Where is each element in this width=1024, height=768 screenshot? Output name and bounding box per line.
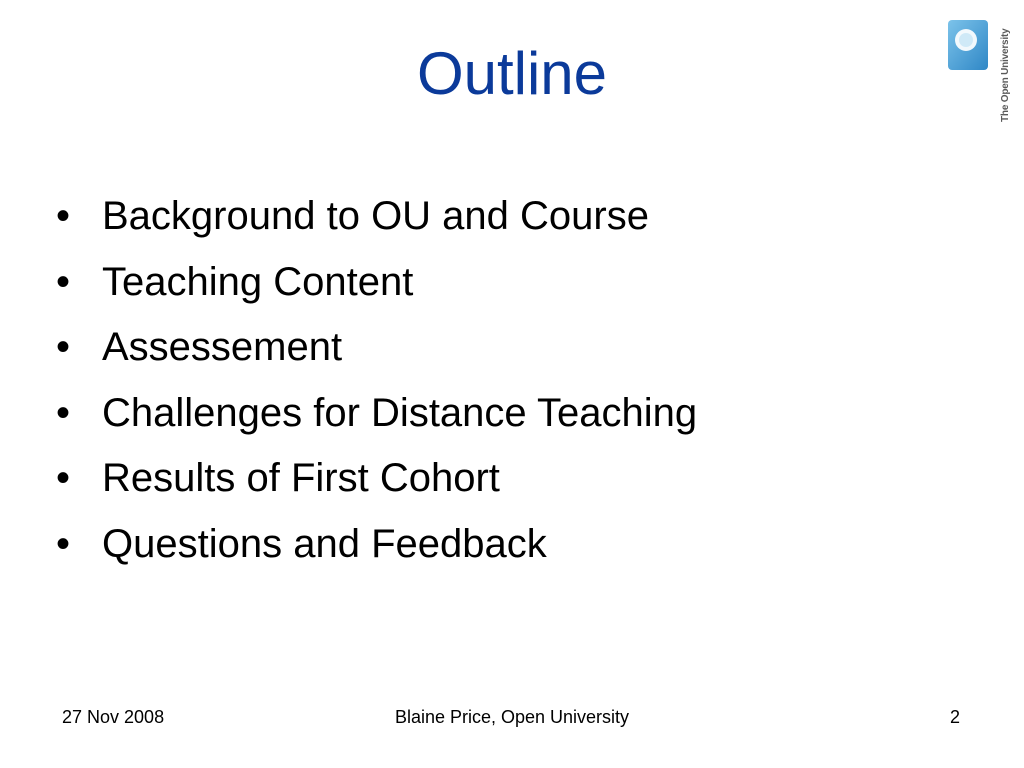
open-university-logo-text: The Open University <box>1000 28 1011 122</box>
bullet-marker: • <box>56 521 71 566</box>
footer-author: Blaine Price, Open University <box>394 707 630 727</box>
slide-title: Outline <box>416 40 608 107</box>
bullet-text: Assessement <box>102 325 343 370</box>
bullet-marker: • <box>56 325 71 370</box>
page-number: 2 <box>950 707 961 727</box>
bullet-text: Teaching Content <box>102 259 414 304</box>
bullet-marker: • <box>56 390 71 435</box>
footer-date: 27 Nov 2008 <box>62 707 165 727</box>
bullet-text: Challenges for Distance Teaching <box>102 390 698 435</box>
bullet-text: Background to OU and Course <box>102 194 649 238</box>
bullet-marker: • <box>56 259 71 304</box>
bullet-marker: • <box>56 456 71 501</box>
bullet-text: Results of First Cohort <box>102 456 500 501</box>
bullet-marker: • <box>56 194 71 238</box>
bullet-text: Questions and Feedback <box>102 521 547 566</box>
